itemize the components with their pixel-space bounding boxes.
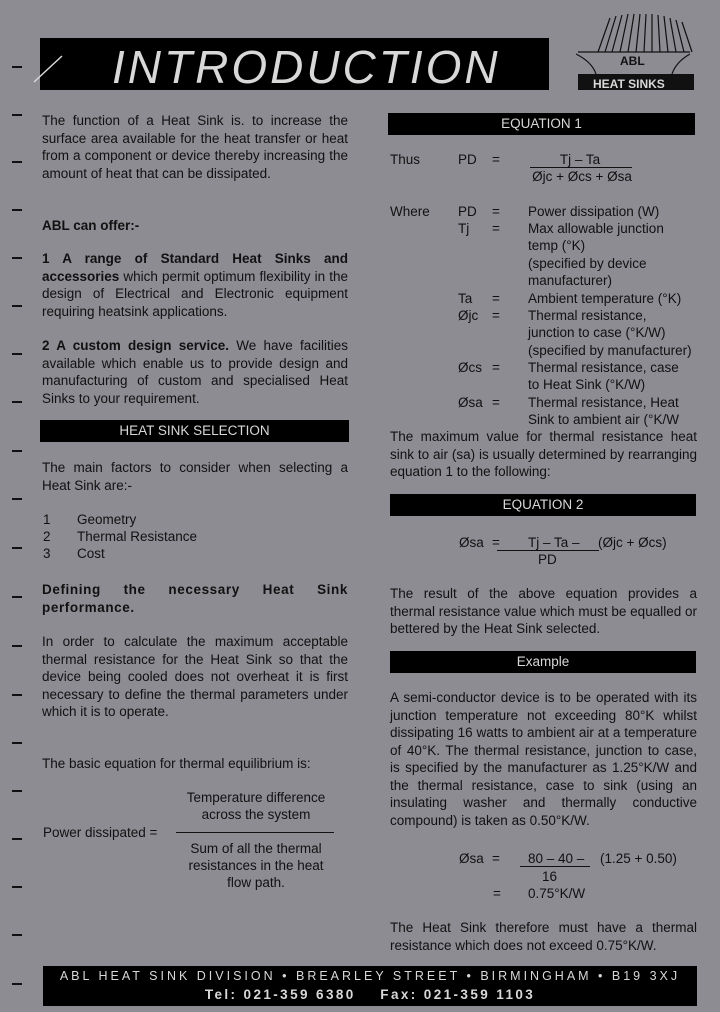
offer-item-1 xyxy=(42,250,348,320)
def-symbol: Tj xyxy=(458,221,470,236)
factor-label: Geometry xyxy=(77,512,137,527)
example-result-equals: = xyxy=(493,886,501,901)
margin-tick xyxy=(12,305,22,307)
power-dissipated-label: Power dissipated = xyxy=(43,825,158,840)
factor-number: 2 xyxy=(43,529,51,544)
def-text: (specified by manufacturer) xyxy=(528,343,692,358)
def-text: Thermal resistance, xyxy=(528,308,647,323)
example-lhs: Øsa xyxy=(459,851,484,866)
factor-label: Cost xyxy=(77,546,105,561)
def-symbol: Øcs xyxy=(458,360,483,375)
fraction-bar xyxy=(176,832,334,833)
defining-paragraph: In order to calculate the maximum acceptable thermal resistance for the Heat Sink so that the device being cooled does not overheat it is first necessary to define the thermal parameters under which it is to operate. xyxy=(42,634,348,719)
def-text: to Heat Sink (°K/W) xyxy=(528,377,646,392)
margin-tick xyxy=(12,645,22,647)
equals-sign: = xyxy=(492,152,500,167)
margin-tick xyxy=(12,161,22,163)
margin-tick xyxy=(12,353,22,355)
def-text: Sink to ambient air (°K/W xyxy=(528,412,679,427)
intro-paragraph: The function of a Heat Sink is. to increase the surface area available for the heat transfer or heat from a component or device thereby increasing the amount of heat that can be dissipated. xyxy=(42,113,348,181)
result-paragraph: The result of the above equation provides a thermal resistance value which must be equalled or bettered by the Heat Sink selected. xyxy=(390,586,697,636)
def-symbol: Ta xyxy=(458,291,473,306)
def-equals: = xyxy=(492,360,500,375)
def-equals: = xyxy=(492,204,500,219)
margin-tick xyxy=(12,983,22,985)
margin-tick xyxy=(12,66,22,68)
def-text: Thermal resistance, Heat xyxy=(528,395,679,410)
def-symbol: PD xyxy=(458,204,477,219)
equals-sign: = xyxy=(492,851,500,866)
section-bar-heat-sink-selection: HEAT SINK SELECTION xyxy=(40,420,349,442)
margin-tick xyxy=(12,838,22,840)
margin-tick xyxy=(12,934,22,936)
numerator-line-1: Temperature difference xyxy=(186,790,326,805)
footer-contact: Tel: 021-359 6380 Fax: 021-359 1103 xyxy=(204,987,536,1002)
margin-tick xyxy=(12,498,22,500)
footer-bar xyxy=(43,966,697,1006)
logo-heat-sinks-text: HEAT SINKS xyxy=(593,77,665,91)
margin-tick xyxy=(12,790,22,792)
def-text: manufacturer) xyxy=(528,273,613,288)
equals-sign: = xyxy=(492,535,500,550)
max-value-paragraph: The maximum value for thermal resistance heat sink to air (sa) is usually determined by rearranging equation 1 to the following: xyxy=(390,429,697,479)
basic-equation-intro: The basic equation for thermal equilibrium is: xyxy=(42,756,311,771)
margin-tick xyxy=(12,742,22,744)
def-equals: = xyxy=(492,395,500,410)
eq2-tail: (Øjc + Øcs) xyxy=(598,535,667,550)
eq1-numerator: Tj – Ta xyxy=(559,152,601,167)
margin-tick xyxy=(12,596,22,598)
margin-tick xyxy=(12,886,22,888)
eq1-denominator: Øjc + Øcs + Øsa xyxy=(532,169,632,184)
offer-item-2 xyxy=(42,337,348,407)
def-symbol: Øjc xyxy=(458,308,479,323)
margin-tick xyxy=(12,209,22,211)
example-paragraph: A semi-conductor device is to be operated with its junction temperature not exceeding 80°K whilst dissipating 16 watts to ambient air at a temperature of 40°K. The thermal resistance, junction to case, is specified by the manufacturer as 1.25°K/W and the thermal resistance, case to sink (using an insulating washer and thermally conductive compound) is taken as 0.50°K/W. xyxy=(390,690,697,828)
offer-item-1-lead: 1 A range of Standard Heat Sinks and accessories xyxy=(42,251,348,284)
margin-tick xyxy=(12,401,22,403)
conclusion-paragraph: The Heat Sink therefore must have a thermal resistance which does not exceed 0.75°K/W. xyxy=(390,920,697,953)
def-text: temp (°K) xyxy=(528,238,586,253)
def-text: junction to case (°K/W) xyxy=(528,325,666,340)
footer-address: ABL HEAT SINK DIVISION • BREARLEY STREET • BIRMINGHAM • B19 3XJ xyxy=(59,969,681,983)
section-bar-equation-2: EQUATION 2 xyxy=(390,494,696,516)
def-text: (specified by device xyxy=(528,256,647,271)
factors-intro: The main factors to consider when selecting a Heat Sink are:- xyxy=(42,460,348,493)
denominator-line-1: Sum of all the thermal xyxy=(190,841,322,856)
def-equals: = xyxy=(492,291,500,306)
defining-heading: Defining the necessary Heat Sink performance. xyxy=(42,582,348,615)
margin-tick xyxy=(12,114,22,116)
eq2-lhs: Øsa xyxy=(459,535,484,550)
example-tail: (1.25 + 0.50) xyxy=(600,851,677,866)
section-bar-example: Example xyxy=(390,651,696,673)
offer-item-2-lead: 2 A custom design service. xyxy=(42,338,229,353)
offer-item-2-text: We have facilities available which enable us to provide design and manufacturing of custom and specialised Heat Sinks to your requirement. xyxy=(42,338,348,406)
def-text: Thermal resistance, case xyxy=(528,360,679,375)
def-text: Ambient temperature (°K) xyxy=(528,291,682,306)
example-result: 0.75°K/W xyxy=(528,886,586,901)
def-text: Max allowable junction xyxy=(528,221,664,236)
section-bar-equation-1: EQUATION 1 xyxy=(388,113,695,135)
eq2-numerator: Tj – Ta – xyxy=(528,535,580,550)
where-label: Where xyxy=(390,204,430,219)
def-text: Power dissipation (W) xyxy=(528,204,660,219)
pen-stroke-mark xyxy=(30,52,66,86)
margin-tick xyxy=(12,257,22,259)
def-symbol: Øsa xyxy=(458,395,483,410)
thus-label: Thus xyxy=(390,152,421,167)
factor-label: Thermal Resistance xyxy=(77,529,198,544)
example-denominator: 16 xyxy=(542,869,558,884)
def-equals: = xyxy=(492,221,500,236)
factor-number: 1 xyxy=(43,512,51,527)
eq2-denominator: PD xyxy=(538,552,557,567)
example-numerator: 80 – 40 – xyxy=(528,851,585,866)
offer-item-1-text: which permit optimum flexibility in the design of Electrical and Electronic equipment requiring heatsink applications. xyxy=(42,268,348,319)
numerator-line-2: across the system xyxy=(201,807,311,822)
logo-abl-text: ABL xyxy=(620,54,645,68)
offer-heading: ABL can offer:- xyxy=(42,218,140,233)
margin-tick xyxy=(12,694,22,696)
margin-tick xyxy=(12,450,22,452)
denominator-line-3: flow path. xyxy=(227,875,285,890)
margin-tick xyxy=(12,547,22,549)
factor-number: 3 xyxy=(43,546,51,561)
pd-symbol: PD xyxy=(458,152,477,167)
page-title: INTRODUCTION xyxy=(112,41,501,93)
def-equals: = xyxy=(492,308,500,323)
example-fraction-bar xyxy=(520,866,590,867)
denominator-line-2: resistances in the heat xyxy=(188,858,324,873)
